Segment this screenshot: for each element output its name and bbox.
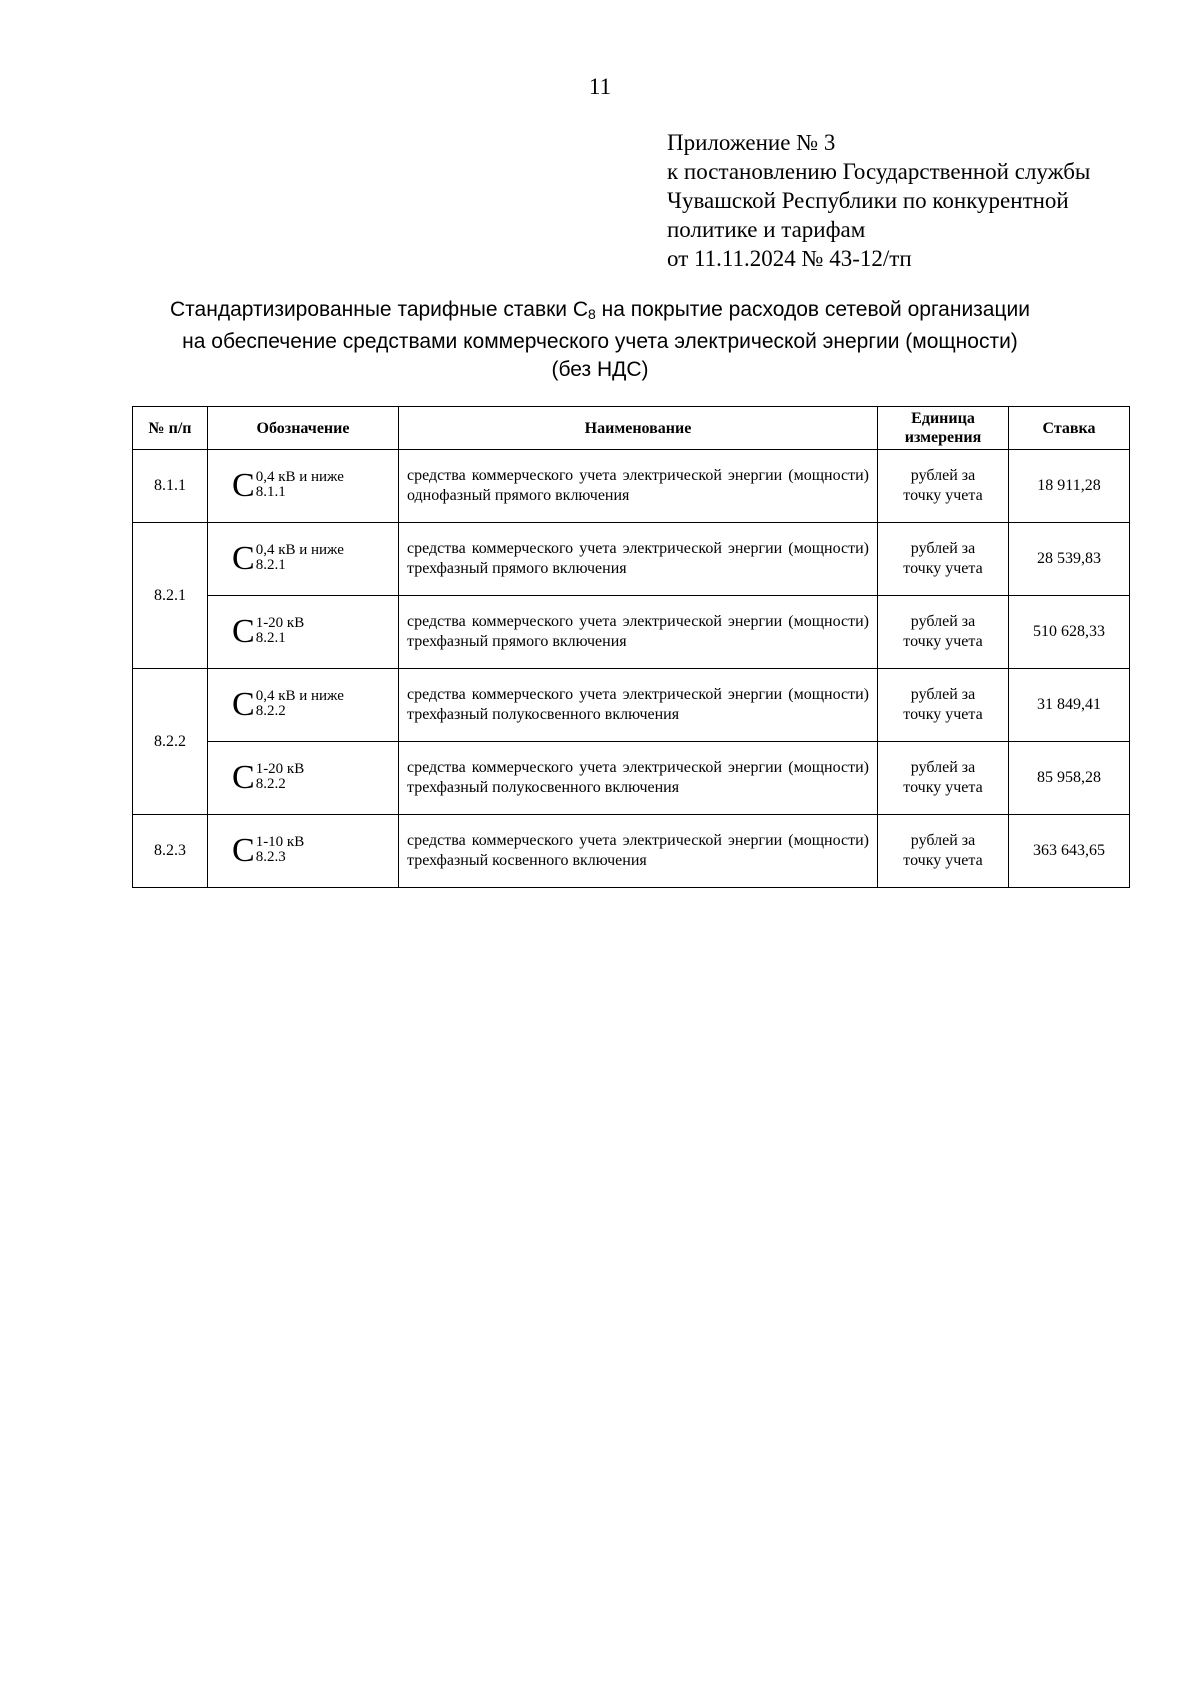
title-line-2: на обеспечение средствами коммерческого учета электрической энергии (мощности) [182, 330, 1018, 353]
row-designation: C 0,4 кВ и ниже 8.2.2 [208, 669, 399, 742]
row-num: 8.2.3 [133, 815, 208, 888]
header-unit: Единица измерения [878, 407, 1009, 450]
appendix-line: политике и тарифам [667, 217, 866, 242]
row-num: 8.2.2 [133, 669, 208, 815]
appendix-line: Приложение № 3 [667, 130, 836, 155]
appendix-line: от 11.11.2024 № 43-12/тп [667, 246, 912, 271]
row-name: средства коммерческого учета электрической энергии (мощности) трехфазный полукосвенного включения [399, 742, 878, 815]
row-designation: C 0,4 кВ и ниже 8.1.1 [208, 450, 399, 523]
header-name: Наименование [399, 407, 878, 450]
row-designation: C 1-10 кВ 8.2.3 [208, 815, 399, 888]
row-name: средства коммерческого учета электрической энергии (мощности) трехфазный прямого включения [399, 596, 878, 669]
row-name: средства коммерческого учета электрической энергии (мощности) однофазный прямого включения [399, 450, 878, 523]
row-rate: 18 911,28 [1009, 450, 1130, 523]
header-num: № п/п [133, 407, 208, 450]
row-name: средства коммерческого учета электрической энергии (мощности) трехфазный косвенного включения [399, 815, 878, 888]
row-rate: 510 628,33 [1009, 596, 1130, 669]
row-unit: рублей за точку учета [878, 450, 1009, 523]
row-designation: C 0,4 кВ и ниже 8.2.1 [208, 523, 399, 596]
row-unit: рублей за точку учета [878, 815, 1009, 888]
title-line-3: (без НДС) [551, 358, 649, 381]
row-num: 8.2.1 [133, 523, 208, 669]
appendix-block [667, 128, 1090, 273]
row-rate: 31 849,41 [1009, 669, 1130, 742]
row-unit: рублей за точку учета [878, 596, 1009, 669]
appendix-line: к постановлению Государственной службы [667, 159, 1091, 184]
header-rate: Ставка [1009, 407, 1130, 450]
row-name: средства коммерческого учета электрической энергии (мощности) трехфазный полукосвенного включения [399, 669, 878, 742]
row-rate: 28 539,83 [1009, 523, 1130, 596]
page-number: 11 [588, 74, 612, 99]
row-num: 8.1.1 [133, 450, 208, 523]
row-unit: рублей за точку учета [878, 523, 1009, 596]
row-unit: рублей за точку учета [878, 742, 1009, 815]
row-rate: 363 643,65 [1009, 815, 1130, 888]
appendix-line: Чувашской Республики по конкурентной [667, 188, 1069, 213]
document-title [100, 296, 1100, 384]
table-row [133, 450, 1130, 523]
tariff-table [132, 406, 1130, 888]
table-row [133, 742, 1130, 815]
row-name: средства коммерческого учета электрической энергии (мощности) трехфазный прямого включения [399, 523, 878, 596]
table-row [133, 596, 1130, 669]
row-rate: 85 958,28 [1009, 742, 1130, 815]
header-designation: Обозначение [208, 407, 399, 450]
table-row [133, 815, 1130, 888]
row-designation: C 1-20 кВ 8.2.1 [208, 596, 399, 669]
table-row [133, 669, 1130, 742]
title-line-1: Стандартизированные тарифные ставки $С_8$ на покрытие расходов сетевой организации [170, 298, 1030, 322]
row-unit: рублей за точку учета [878, 669, 1009, 742]
table-row [133, 523, 1130, 596]
row-designation: C 1-20 кВ 8.2.2 [208, 742, 399, 815]
table-header-row [133, 407, 1130, 450]
